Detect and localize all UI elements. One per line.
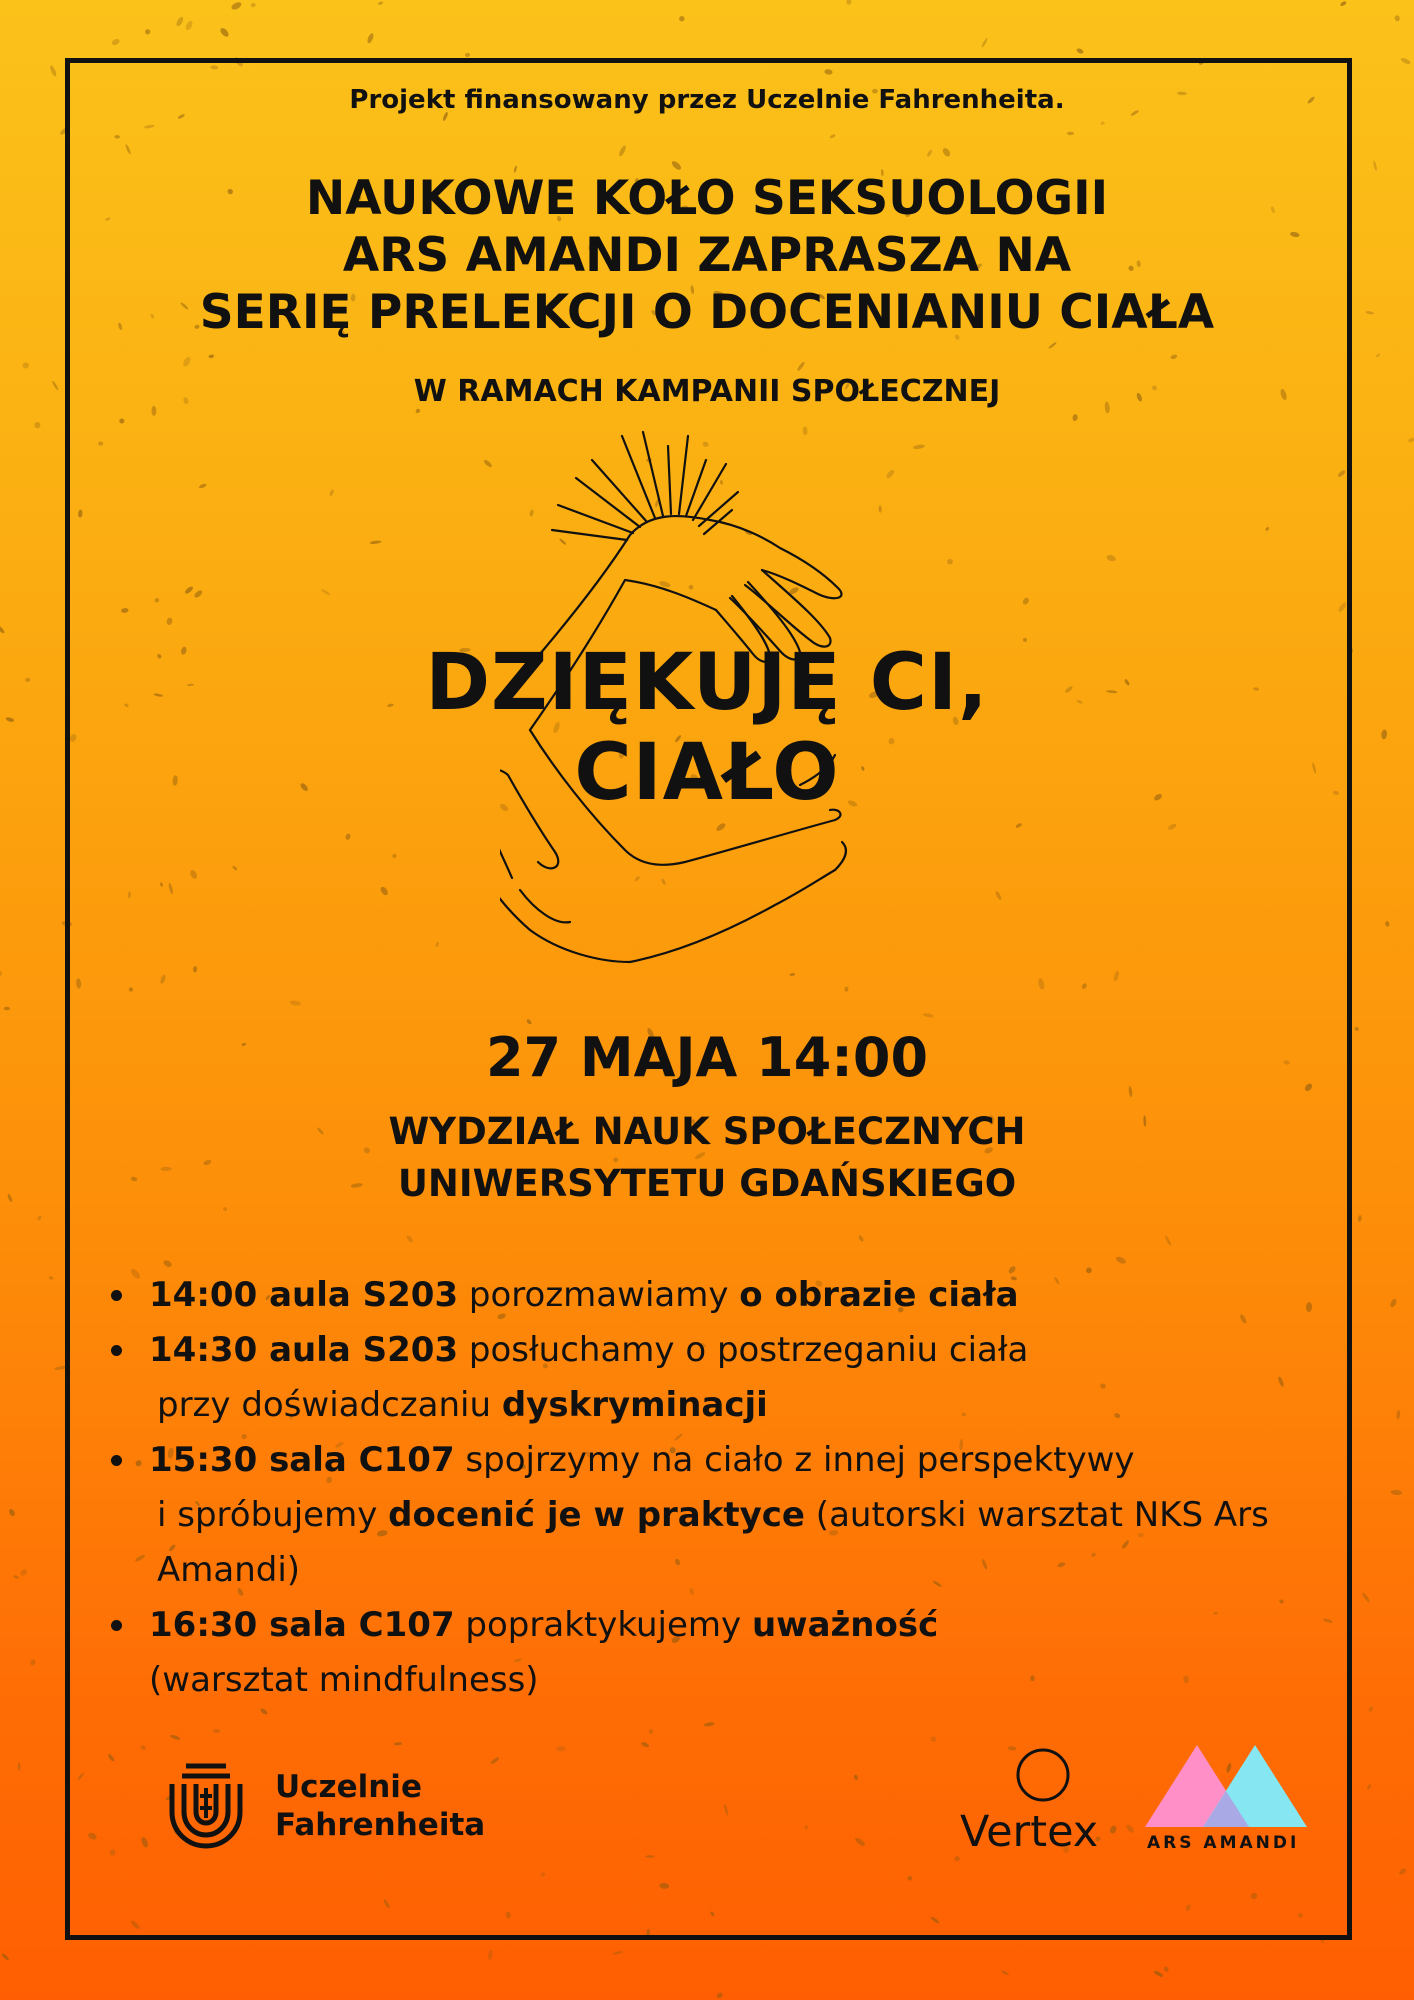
schedule-text: i spróbujemy (157, 1495, 389, 1535)
schedule-item (104, 1433, 1284, 1598)
university-crest-icon (160, 1760, 252, 1852)
upper-hand-finger (745, 570, 830, 647)
logo-text-line: Fahrenheita (275, 1807, 486, 1843)
title-line: SERIĘ PRELEKCJI O DOCENIANIU CIAŁA (199, 285, 1215, 340)
event-title (0, 170, 1414, 341)
title-line: ARS AMANDI ZAPRASZA NA (342, 228, 1072, 283)
event-subtitle: W RAMACH KAMPANII SPOŁECZNEJ (413, 374, 1001, 409)
vertex-logo (955, 1745, 1125, 1860)
campaign-line: CIAŁO (574, 728, 840, 818)
schedule-time-room: 16:30 sala C107 (149, 1605, 455, 1645)
venue-line: WYDZIAŁ NAUK SPOŁECZNYCH (388, 1110, 1026, 1153)
schedule-text: spojrzymy na ciało z innej perspektywy (454, 1440, 1135, 1480)
lower-hand-cuff (835, 842, 846, 870)
schedule-item (104, 1598, 1284, 1708)
schedule-highlight: o obrazie ciała (739, 1275, 1019, 1315)
schedule-time-room: 15:30 sala C107 (149, 1440, 455, 1480)
schedule-continuation (149, 1378, 1284, 1433)
schedule-time-room: 14:30 aula S203 (149, 1330, 459, 1370)
event-date: 27 MAJA 14:00 (485, 1026, 929, 1089)
campaign-line: DZIĘKUJĘ CI, (425, 638, 989, 728)
funding-note: Projekt finansowany przez Uczelnie Fahrenheita. (349, 85, 1065, 115)
title-line: NAUKOWE KOŁO SEKSUOLOGII (305, 171, 1109, 226)
schedule-text: (autorski warsztat NKS Ars Amandi) (157, 1495, 1269, 1590)
schedule-highlight: dyskryminacji (501, 1385, 768, 1425)
ars-amandi-wordmark: ARS AMANDI (1147, 1833, 1300, 1853)
triangles-icon (1145, 1745, 1311, 1831)
ars-amandi-logo (1145, 1745, 1315, 1860)
schedule-continuation (149, 1488, 1284, 1598)
schedule-text: porozmawiamy (458, 1275, 740, 1315)
event-venue (0, 1106, 1414, 1210)
venue-line: UNIWERSYTETU GDAŃSKIEGO (397, 1162, 1017, 1205)
lower-hand-finger (500, 825, 570, 922)
campaign-name (0, 638, 1414, 818)
schedule-item (104, 1268, 1284, 1323)
lower-hand-outline (500, 810, 835, 962)
schedule-highlight: uważność (751, 1605, 939, 1645)
schedule-time-room: 14:00 aula S203 (149, 1275, 459, 1315)
circle-icon (1013, 1745, 1073, 1805)
vertex-wordmark: Vertex (960, 1807, 1099, 1857)
schedule-continuation: (warsztat mindfulness) (149, 1660, 539, 1700)
schedule-text: popraktykujemy (454, 1605, 752, 1645)
schedule-highlight: docenić je w praktyce (388, 1495, 805, 1535)
uczelnie-fahrenheita-logo (160, 1760, 500, 1860)
uczelnie-fahrenheita-wordmark (275, 1768, 485, 1844)
schedule-text: posłuchamy o postrzeganiu ciała (458, 1330, 1029, 1370)
schedule-list (104, 1268, 1284, 1708)
logo-text-line: Uczelnie (275, 1769, 422, 1805)
schedule-text: przy doświadczaniu (157, 1385, 502, 1425)
schedule-item (104, 1323, 1284, 1433)
